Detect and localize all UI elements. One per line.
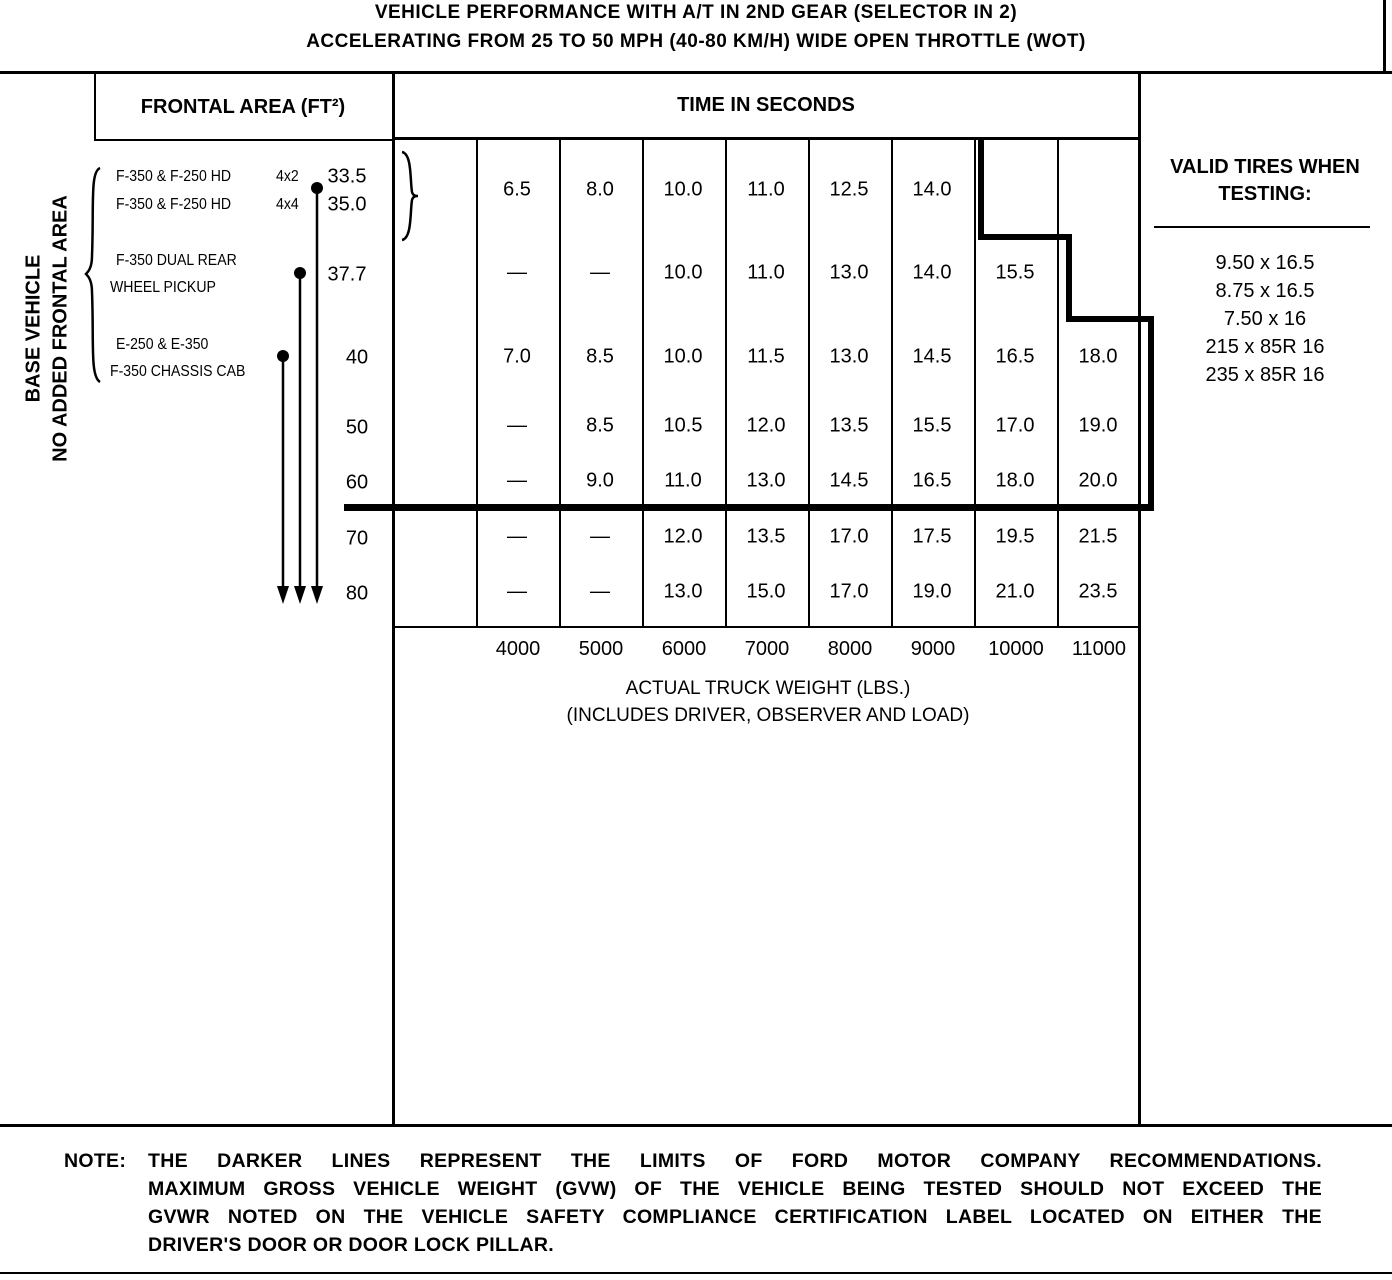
leader-arrows-icon: [270, 176, 330, 608]
time-cell: 13.5: [746, 525, 786, 548]
time-cell: 21.5: [1078, 525, 1118, 548]
frontal-area-value: 33.5: [327, 165, 367, 188]
grid-col-line: [725, 140, 727, 628]
tire-size: 9.50 x 16.5: [1215, 252, 1315, 274]
time-cell: 8.5: [586, 414, 614, 437]
weight-label: 7000: [744, 638, 790, 660]
time-cell: —: [507, 580, 527, 603]
time-cell: 12.0: [746, 414, 786, 437]
frame-right-border: [1383, 0, 1386, 74]
weight-caption-line-1: ACTUAL TRUCK WEIGHT (LBS.): [625, 678, 911, 699]
limit-line: [978, 234, 1072, 240]
frame-bottom-rule: [0, 1124, 1392, 1127]
time-cell: 17.5: [912, 525, 952, 548]
time-cell: 12.0: [663, 525, 703, 548]
time-cell: 14.0: [912, 178, 952, 201]
tire-size: 215 x 85R 16: [1205, 336, 1325, 358]
note-line: DRIVER'S DOOR OR DOOR LOCK PILLAR.: [148, 1234, 554, 1256]
grid-bottom-line: [394, 626, 1140, 628]
time-cell: 12.5: [829, 178, 869, 201]
time-cell: 19.5: [995, 525, 1035, 548]
time-cell: 13.5: [829, 414, 869, 437]
frame-top-rule: [0, 71, 1392, 74]
table-left-border: [392, 73, 395, 1126]
time-cell: —: [590, 525, 610, 548]
grid-col-line: [642, 140, 644, 628]
vehicle-drive: 4x4: [276, 196, 299, 213]
side-label-no-frontal: NO ADDED FRONTAL AREA: [49, 195, 72, 462]
time-cell: 11.0: [747, 261, 785, 284]
frontal-area-value: 35.0: [327, 193, 367, 216]
time-cell: 14.5: [912, 345, 952, 368]
frontal-area-header: FRONTAL AREA (FT²): [140, 96, 346, 118]
vehicle-drive: 4x2: [276, 168, 299, 185]
time-cell: 13.0: [663, 580, 703, 603]
weight-label: 5000: [578, 638, 624, 660]
frontal-area-value: 80: [345, 582, 369, 605]
time-cell: 6.5: [503, 178, 531, 201]
brace-left-icon: [84, 166, 104, 384]
frontal-header-bottom: [94, 139, 392, 141]
side-label-base-vehicle: BASE VEHICLE: [22, 254, 45, 403]
grid-col-line: [559, 140, 561, 628]
tires-divider: [1154, 226, 1370, 228]
vehicle-label: E-250 & E-350: [116, 336, 209, 353]
weight-caption-line-2: (INCLUDES DRIVER, OBSERVER AND LOAD): [566, 705, 970, 726]
limit-line: [1066, 234, 1072, 322]
time-cell: 23.5: [1078, 580, 1118, 603]
time-cell: 16.5: [995, 345, 1035, 368]
vehicle-label: F-350 & F-250 HD: [116, 168, 232, 185]
frontal-area-value: 50: [345, 416, 369, 439]
page-title-line-1: VEHICLE PERFORMANCE WITH A/T IN 2ND GEAR (SELECTOR IN 2): [374, 2, 1018, 23]
time-cell: 8.5: [586, 345, 614, 368]
time-cell: 13.0: [746, 469, 786, 492]
time-cell: 8.0: [586, 178, 614, 201]
note-line: MAXIMUM GROSS VEHICLE WEIGHT (GVW) OF THE VEHICLE BEING TESTED SHOULD NOT EXCEED THE: [148, 1178, 1322, 1200]
weight-label: 6000: [661, 638, 707, 660]
note-label: NOTE:: [64, 1150, 127, 1172]
brace-right-icon: [398, 150, 422, 242]
time-cell: 13.0: [829, 261, 869, 284]
weight-label: 11000: [1071, 638, 1127, 660]
time-cell: 15.5: [995, 261, 1035, 284]
time-cell: 14.5: [829, 469, 869, 492]
time-cell: 18.0: [995, 469, 1035, 492]
weight-label: 4000: [495, 638, 541, 660]
limit-line: [978, 140, 984, 240]
limit-line: [1066, 316, 1154, 322]
time-cell: 10.0: [663, 178, 703, 201]
time-cell: 10.0: [663, 345, 703, 368]
time-cell: 20.0: [1078, 469, 1118, 492]
note-line: GVWR NOTED ON THE VEHICLE SAFETY COMPLIANCE CERTIFICATION LABEL LOCATED ON EITHER THE: [148, 1206, 1322, 1228]
vehicle-label: F-350 CHASSIS CAB: [110, 363, 246, 380]
weight-label: 9000: [910, 638, 956, 660]
time-cell: 10.0: [663, 261, 703, 284]
time-cell: —: [507, 525, 527, 548]
weight-label: 10000: [988, 638, 1044, 660]
time-cell: —: [590, 580, 610, 603]
time-cell: 19.0: [912, 580, 952, 603]
note-line: THE DARKER LINES REPRESENT THE LIMITS OF FORD MOTOR COMPANY RECOMMENDATIONS.: [148, 1150, 1322, 1172]
frontal-area-value: 70: [345, 527, 369, 550]
time-cell: 14.0: [912, 261, 952, 284]
grid-col-line: [808, 140, 810, 628]
frame-footer-rule: [0, 1272, 1392, 1274]
time-header-bottom: [394, 137, 1140, 140]
time-cell: —: [507, 414, 527, 437]
time-cell: 10.5: [663, 414, 703, 437]
grid-col-line: [974, 140, 976, 628]
time-cell: 15.0: [746, 580, 786, 603]
tire-size: 235 x 85R 16: [1205, 364, 1325, 386]
weight-label: 8000: [827, 638, 873, 660]
time-cell: —: [507, 469, 527, 492]
page-title-line-2: ACCELERATING FROM 25 TO 50 MPH (40-80 KM/H) WIDE OPEN THROTTLE (WOT): [306, 31, 1086, 52]
time-cell: 11.0: [747, 178, 785, 201]
grid-col-line: [891, 140, 893, 628]
time-header: TIME IN SECONDS: [677, 94, 855, 116]
frontal-area-value: 37.7: [327, 263, 367, 286]
grid-col-line: [1057, 140, 1059, 628]
grid-col-line: [476, 140, 478, 628]
time-cell: 11.5: [747, 345, 785, 368]
time-cell: 17.0: [829, 580, 869, 603]
time-cell: 16.5: [912, 469, 952, 492]
valid-tires-header: VALID TIRES WHEN TESTING:: [1170, 156, 1360, 205]
time-cell: 17.0: [995, 414, 1035, 437]
tire-size: 7.50 x 16: [1223, 308, 1307, 330]
frontal-area-value: 60: [345, 471, 369, 494]
vehicle-label: F-350 DUAL REAR: [116, 252, 237, 269]
time-cell: 7.0: [503, 345, 531, 368]
time-cell: 18.0: [1078, 345, 1118, 368]
time-cell: —: [507, 261, 527, 284]
frontal-area-value: 40: [345, 346, 369, 369]
vehicle-label: F-350 & F-250 HD: [116, 196, 232, 213]
time-cell: 13.0: [829, 345, 869, 368]
time-cell: —: [590, 261, 610, 284]
vehicle-label: WHEEL PICKUP: [110, 279, 216, 296]
time-cell: 19.0: [1078, 414, 1118, 437]
time-cell: 17.0: [829, 525, 869, 548]
tire-size: 8.75 x 16.5: [1215, 280, 1315, 302]
time-cell: 21.0: [995, 580, 1035, 603]
limit-line: [344, 504, 1154, 511]
time-cell: 15.5: [912, 414, 952, 437]
time-cell: 9.0: [586, 469, 614, 492]
time-cell: 11.0: [664, 469, 702, 492]
